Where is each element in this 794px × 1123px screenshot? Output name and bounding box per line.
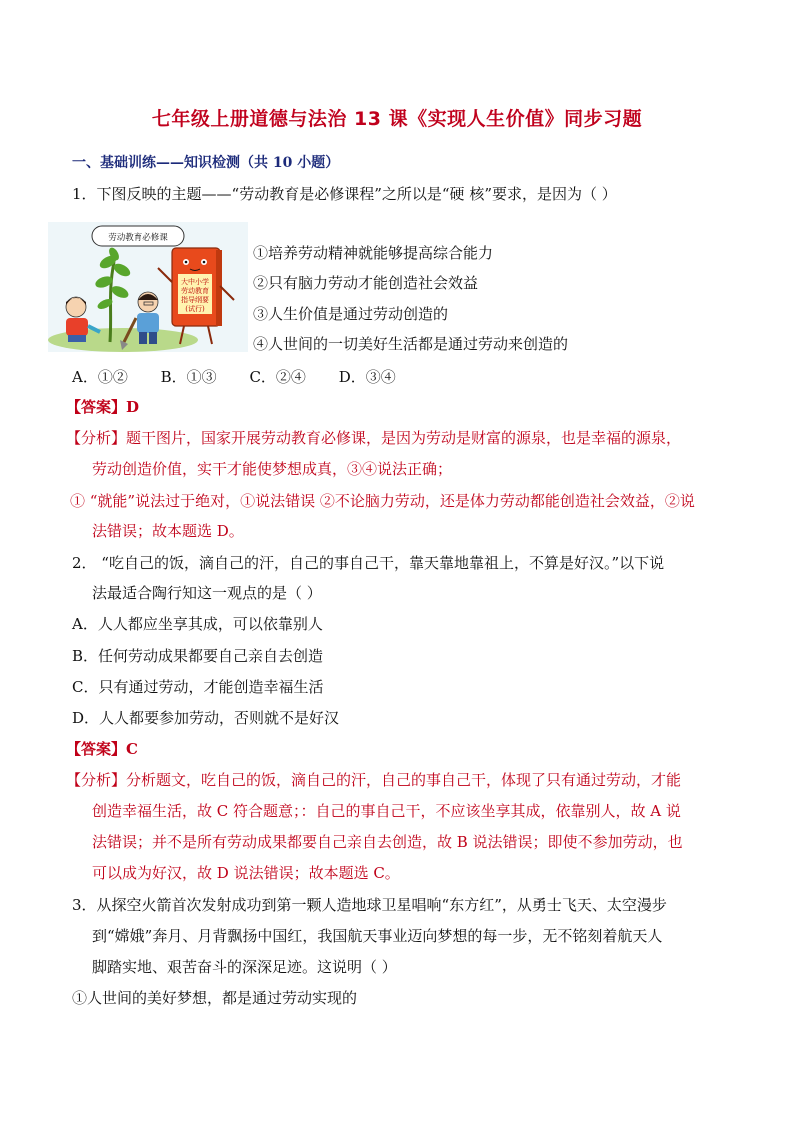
section-heading: 一、基础训练——知识检测（共 10 小题） bbox=[72, 155, 340, 171]
q2-analysis-line-3: 法错误；并不是所有劳动成果都要自己亲自去创造，故 B 说法错误；即使不参加劳动，也 bbox=[92, 833, 683, 851]
q1-option-b[interactable]: B．①③ bbox=[160, 368, 217, 386]
q2-option-d[interactable]: D．人人都要参加劳动，否则就不是好汉 bbox=[72, 709, 340, 727]
q2-analysis-line-1: 【分析】分析题文，吃自己的饭，滴自己的汗，自己的事自己干，体现了只有通过劳动，才能 bbox=[66, 771, 682, 789]
illustration-book-line-4: (试行) bbox=[185, 305, 205, 313]
q1-analysis-line-1: 【分析】题干图片，国家开展劳动教育必修课，是因为劳动是财富的源泉，也是幸福的源泉， bbox=[66, 429, 682, 447]
illustration-book-line-2: 劳动教育 bbox=[181, 287, 209, 295]
q2-analysis-line-2: 创造幸福生活，故 C 符合题意；：自己的事自己干，不应该坐享其成，依靠别人，故 A 说 bbox=[92, 802, 681, 820]
q3-statement-1: ①人世间的美好梦想，都是通过劳动实现的 bbox=[72, 989, 358, 1007]
document-title: 七年级上册道德与法治 13 课《实现人生价值》同步习题 bbox=[151, 108, 643, 130]
q1-analysis-line-3: ① “就能”说法过于绝对，①说法错误 ②不论脑力劳动，还是体力劳动都能创造社会效益，②说 bbox=[70, 492, 695, 510]
illustration-sign-text: 劳动教育必修课 bbox=[108, 233, 168, 243]
q1-options bbox=[72, 366, 424, 387]
q3-stem-line-1: 3．从探空火箭首次发射成功到第一颗人造地球卫星唱响“东方红”，从勇士飞天、太空漫步 bbox=[72, 896, 667, 914]
q2-option-b[interactable]: B．任何劳动成果都要自己亲自去创造 bbox=[72, 647, 324, 665]
q2-stem-line-1: 2． “吃自己的饭，滴自己的汗，自己的事自己干，靠天靠地靠祖上，不算是好汉。”以下说 bbox=[72, 554, 665, 572]
q1-stem: 1．下图反映的主题——“劳动教育是必修课程”之所以是“硬 核”要求，是因为（ ） bbox=[72, 185, 617, 203]
illustration-book-line-1: 大中小学 bbox=[181, 278, 209, 286]
q1-option-a[interactable]: A．①② bbox=[72, 368, 128, 386]
q1-statement-1: ①培养劳动精神就能够提高综合能力 bbox=[253, 244, 494, 262]
q1-statement-3: ③人生价值是通过劳动创造的 bbox=[253, 305, 449, 323]
q1-analysis-line-4: 法错误；故本题选 D。 bbox=[92, 522, 244, 540]
q1-option-c[interactable]: C．②④ bbox=[249, 368, 306, 386]
q2-option-a[interactable]: A．人人都应坐享其成，可以依靠别人 bbox=[72, 615, 323, 633]
q2-answer: 【答案】C bbox=[66, 740, 138, 758]
q2-option-c[interactable]: C．只有通过劳动，才能创造幸福生活 bbox=[72, 678, 324, 696]
q1-answer: 【答案】D bbox=[66, 398, 140, 416]
labor-education-illustration bbox=[48, 222, 248, 352]
illustration-book-line-3: 指导纲要 bbox=[181, 296, 209, 304]
q3-stem-line-2: 到“嫦娥”奔月、月背飘扬中国红，我国航天事业迈向梦想的每一步，无不铭刻着航天人 bbox=[92, 927, 663, 945]
q3-stem-line-3: 脚踏实地、艰苦奋斗的深深足迹。这说明（ ） bbox=[92, 958, 397, 976]
q2-stem-line-2: 法最适合陶行知这一观点的是（ ） bbox=[92, 584, 322, 602]
q1-statement-4: ④人世间的一切美好生活都是通过劳动来创造的 bbox=[253, 335, 569, 353]
q1-statement-2: ②只有脑力劳动才能创造社会效益 bbox=[253, 274, 479, 292]
q1-analysis-line-2: 劳动创造价值，实干才能使梦想成真，③④说法正确； bbox=[92, 460, 453, 478]
q1-option-d[interactable]: D．③④ bbox=[338, 368, 396, 386]
q2-analysis-line-4: 可以成为好汉，故 D 说法错误；故本题选 C。 bbox=[92, 864, 400, 882]
